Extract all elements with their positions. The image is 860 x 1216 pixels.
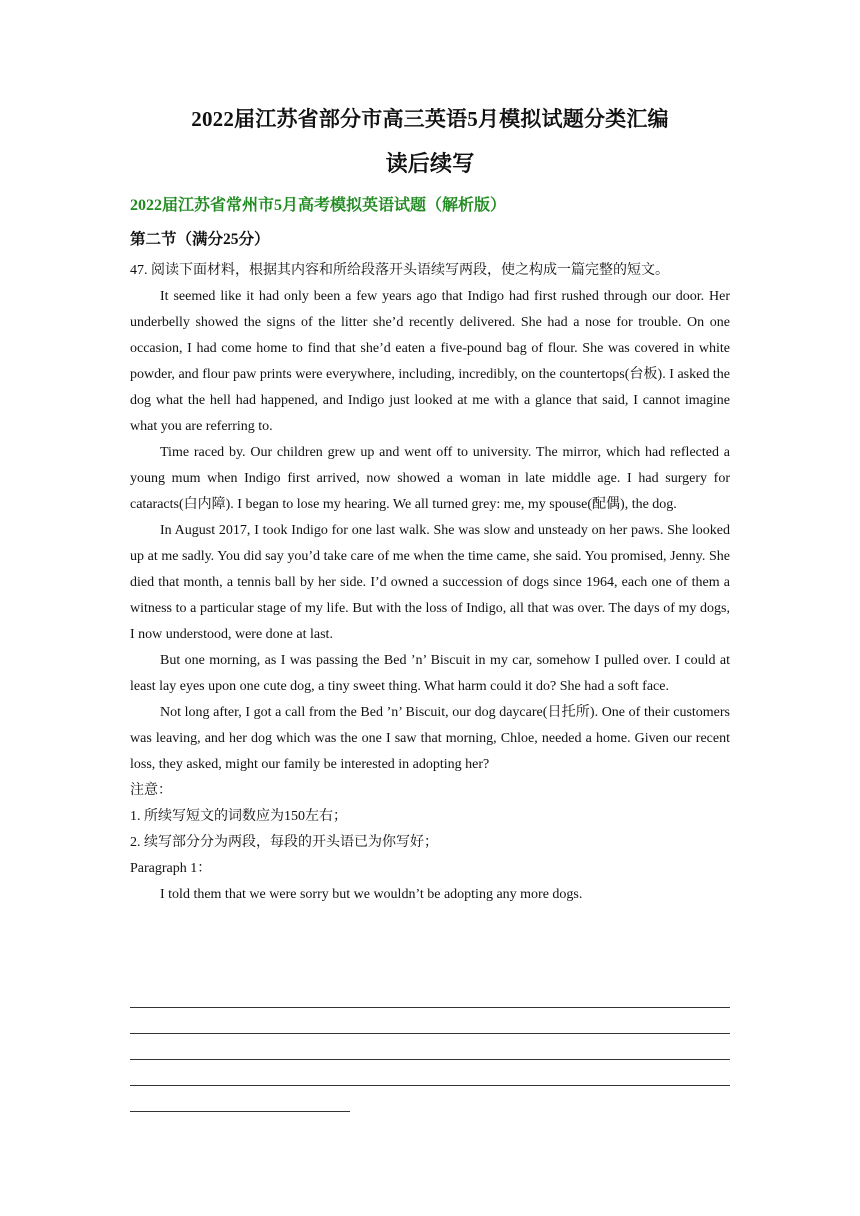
- passage-paragraph-2: Time raced by. Our children grew up and went off to university. The mirror, which had reflected a young mum when Indigo first arrived, now showed a woman in late middle age. I had surgery for cataracts(白内障). I began to lose my hearing. We all turned grey: me, my spouse(配偶), the dog.: [130, 445, 730, 512]
- question-intro: 47. 阅读下面材料，根据其内容和所给段落开头语续写两段，使之构成一篇完整的短文。: [130, 263, 669, 278]
- note-item-1: 1. 所续写短文的词数应为150左右；: [130, 809, 347, 824]
- paragraph1-label: Paragraph 1：: [130, 861, 212, 876]
- answer-line-short: [130, 1086, 350, 1112]
- answer-line: [130, 1034, 730, 1060]
- passage-paragraph-3: In August 2017, I took Indigo for one last walk. She was slow and unsteady on her paws. She looked up at me sadly. You did say you’d take care of me when the time came, she said. You promised, Jenny. She died that month, a tennis ball by her side. I’d owned a succession of dogs since 1964, each one of them a witness to a particular stage of my life. But with the loss of Indigo, all that was over. The days of my dogs, I now understood, were done at last.: [130, 523, 730, 642]
- answer-lines: [130, 982, 730, 1112]
- question-body: [130, 258, 730, 908]
- answer-line: [130, 1008, 730, 1034]
- note-item-2: 2. 续写部分分为两段，每段的开头语已为你写好；: [130, 835, 438, 850]
- answer-line: [130, 982, 730, 1008]
- answer-line: [130, 1060, 730, 1086]
- passage-paragraph-5: Not long after, I got a call from the Bed ’n’ Biscuit, our dog daycare(日托所). One of their customers was leaving, and her dog which was the one I saw that morning, Chloe, needed a home. Given our recent loss, they asked, might our family be interested in adopting her?: [130, 705, 730, 772]
- section-heading: 2022届江苏省常州市5月高考模拟英语试题（解析版）: [130, 197, 507, 214]
- passage-paragraph-1: It seemed like it had only been a few years ago that Indigo had first rushed through our door. Her underbelly showed the signs of the litter she’d recently delivered. She had a nose for trouble. On one occasion, I had come home to find that she’d eaten a five-pound bag of flour. She was covered in white powder, and flour paw prints were everywhere, including, incredibly, on the countertops(台板). I asked the dog what the hell had happened, and Indigo just looked at me with a glance that said, I cannot imagine what you are referring to.: [130, 289, 730, 434]
- document-subtitle: 读后续写: [385, 151, 475, 176]
- document-title: 2022届江苏省部分市高三英语5月模拟试题分类汇编: [191, 107, 669, 131]
- notes-label: 注意：: [130, 783, 172, 798]
- part-heading: 第二节（满分25分）: [130, 231, 270, 248]
- paragraph1-opening: I told them that we were sorry but we wouldn’t be adopting any more dogs.: [160, 887, 583, 902]
- passage-paragraph-4: But one morning, as I was passing the Bed ’n’ Biscuit in my car, somehow I pulled over. I could at least lay eyes upon one cute dog, a tiny sweet thing. What harm could it do? She had a soft face.: [130, 653, 730, 694]
